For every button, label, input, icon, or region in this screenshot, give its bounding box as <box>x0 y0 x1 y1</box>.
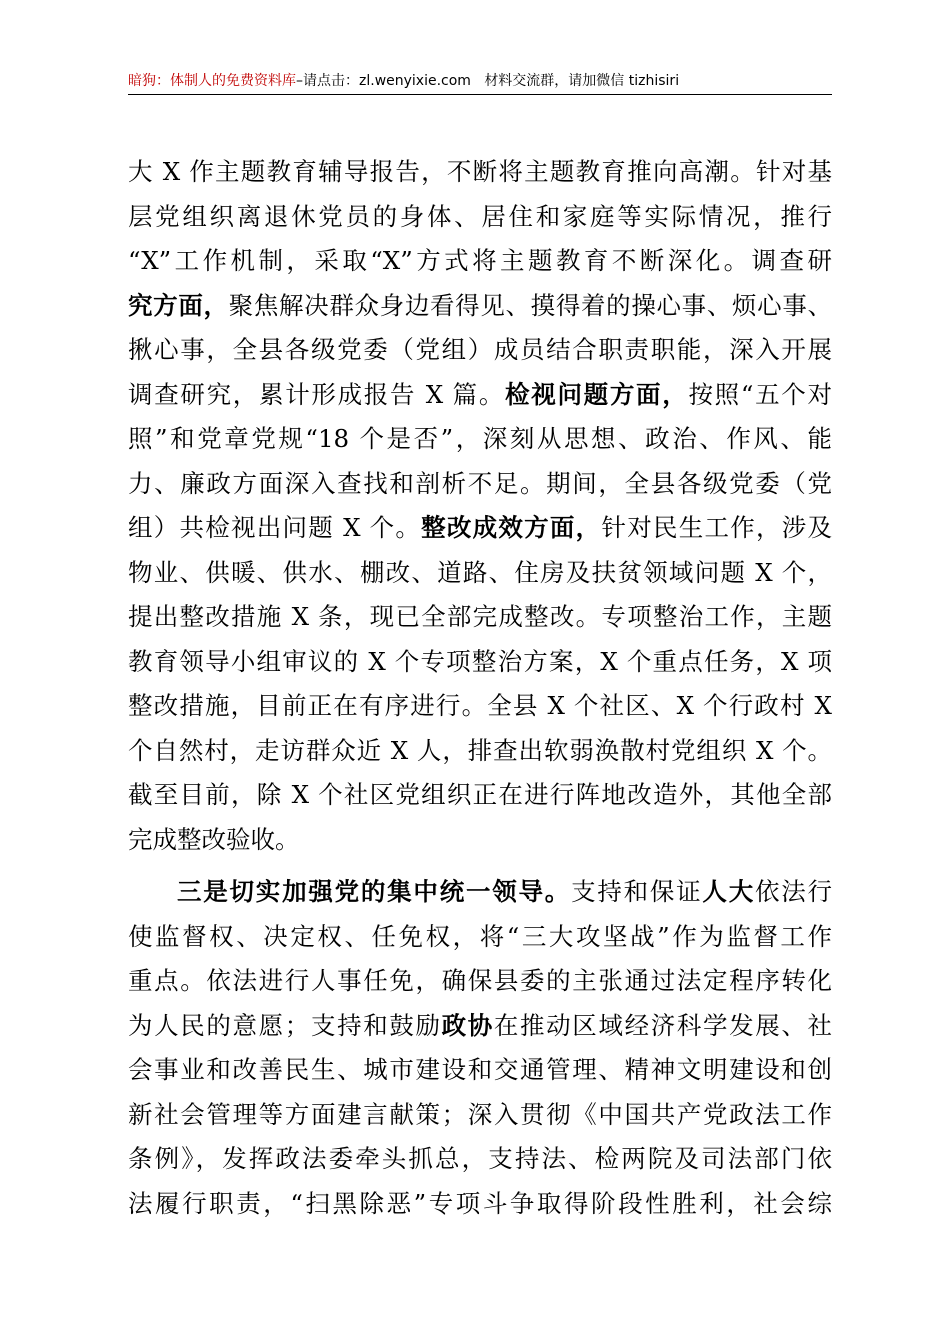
header-site-label: 暗狗：体制人的免费资料库 <box>128 73 296 89</box>
section-heading-leadership: 三是切实加强党的集中统一领导。 <box>177 877 572 906</box>
text-span: 支持和保证 <box>571 877 703 906</box>
text-span: 为人民的意愿；支持和鼓励 <box>128 1010 442 1040</box>
text-line: 完成整改验收。 <box>128 824 300 854</box>
text-line: 会事业和改善民生、城市建设和交通管理、精神文明建设和创 <box>128 1055 832 1084</box>
text-line <box>128 870 832 915</box>
text-line <box>128 373 832 418</box>
text-span: 组）共检视出问题 X 个。 <box>128 513 422 542</box>
keyword-npc: 人大 <box>702 877 755 906</box>
text-line: “X”工作机制，采取“X”方式将主题教育不断深化。调查研 <box>128 246 832 275</box>
text-line: 重点。依法进行人事任免，确保县委的主张通过法定程序转化 <box>128 966 832 995</box>
header-divider <box>128 94 832 95</box>
text-line: 截至目前，除 X 个社区党组织正在进行阵地改造外，其他全部 <box>128 780 832 809</box>
text-line: 整改措施，目前正在有序进行。全县 X 个社区、X 个行政村 X <box>128 691 832 720</box>
header-click-prompt: –请点击： <box>296 73 359 89</box>
subheading-inspection: 检视问题方面， <box>505 379 689 409</box>
text-line <box>128 506 832 551</box>
text-line: 使监督权、决定权、任免权，将“三大攻坚战”作为监督工作 <box>128 921 832 951</box>
text-line: 揪心事，全县各级党委（党组）成员结合职责职能，深入开展 <box>128 335 832 364</box>
text-line: 个自然村，走访群众近 X 人，排查出软弱涣散村党组织 X 个。 <box>128 735 832 765</box>
text-line: 物业、供暖、供水、棚改、道路、住房及扶贫领域问题 X 个， <box>128 557 832 587</box>
subheading-rectification: 整改成效方面， <box>421 513 602 542</box>
paragraph-1 <box>128 150 832 862</box>
text-line: 法履行职责，“扫黑除恶”专项斗争取得阶段性胜利，社会综 <box>128 1188 832 1218</box>
text-span: 聚焦解决群众身边看得见、摸得着的操心事、烦心事、 <box>228 290 833 320</box>
page-header <box>128 70 832 92</box>
text-span: 依法行 <box>754 877 833 906</box>
text-span: 按照“五个对 <box>688 379 833 409</box>
text-line: 照”和党章党规“18 个是否”，深刻从思想、政治、作风、能 <box>128 424 832 453</box>
text-line: 新社会管理等方面建言献策；深入贯彻《中国共产党政法工作 <box>128 1099 832 1129</box>
keyword-cppcc: 政协 <box>441 1010 494 1040</box>
subheading-research: 究方面， <box>128 290 229 320</box>
text-span: 调查研究，累计形成报告 X 篇。 <box>128 379 506 409</box>
header-contact: 材料交流群，请加微信 tizhisiri <box>484 73 680 89</box>
text-line <box>128 1004 832 1049</box>
text-line: 力、廉政方面深入查找和剖析不足。期间，全县各级党委（党 <box>128 468 832 498</box>
text-span: 针对民生工作，涉及 <box>601 513 833 542</box>
paragraph-spacer <box>128 862 832 870</box>
text-line: 条例》，发挥政法委牵头抓总，支持法、检两院及司法部门依 <box>128 1144 832 1173</box>
text-span: 在推动区域经济科学发展、社 <box>493 1010 833 1040</box>
body-text <box>128 150 832 1226</box>
header-url-link[interactable]: zl.wenyixie.com <box>359 73 471 89</box>
text-line: 提出整改措施 X 条，现已全部完成整改。专项整治工作，主题 <box>128 602 832 631</box>
text-line: 大 X 作主题教育辅导报告，不断将主题教育推向高潮。针对基 <box>128 157 832 186</box>
text-line <box>128 284 832 329</box>
text-line: 教育领导小组审议的 X 个专项整治方案，X 个重点任务，X 项 <box>128 646 832 676</box>
paragraph-2 <box>128 870 832 1226</box>
text-line: 层党组织离退休党员的身体、居住和家庭等实际情况，推行 <box>128 201 832 231</box>
